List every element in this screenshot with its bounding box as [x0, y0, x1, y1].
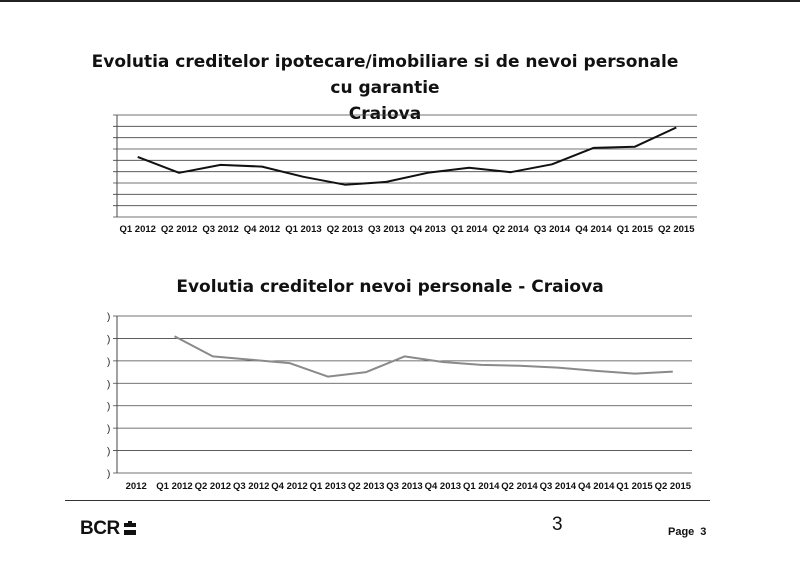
x-tick-label: Q1 2014	[462, 481, 500, 492]
x-tick-label: Q4 2013	[424, 481, 462, 492]
bcr-logo-icon	[123, 521, 137, 537]
x-tick-label: Q2 2012	[194, 481, 232, 492]
x-tick-label: Q2 2013	[326, 224, 364, 235]
x-tick-label: Q1 2015	[616, 224, 654, 235]
y-tick-mark: )	[107, 469, 111, 480]
x-tick-label: Q1 2013	[309, 481, 347, 492]
slide-number: 3	[552, 514, 563, 535]
bcr-logo-text: BCR	[80, 518, 120, 539]
x-tick-label: Q4 2014	[577, 481, 615, 492]
chart-1-title-line-2: Craiova	[348, 104, 422, 124]
x-tick-label: Q3 2013	[386, 481, 423, 492]
x-tick-label: Q1 2012	[119, 224, 156, 235]
x-tick-label: Q4 2013	[409, 224, 446, 235]
y-tick-mark: )	[107, 334, 111, 346]
x-tick-label: Q1 2014	[450, 224, 488, 235]
x-tick-label: Q3 2014	[539, 481, 577, 492]
y-tick-mark: )	[107, 424, 111, 436]
x-tick-label: Q3 2012	[232, 481, 270, 492]
x-tick-label: Q2 2015	[658, 224, 695, 235]
x-tick-label: Q3 2014	[533, 224, 571, 235]
x-tick-label: 2012	[125, 481, 147, 492]
series-line	[175, 336, 673, 376]
y-tick-mark: )	[107, 312, 111, 323]
x-tick-label: Q2 2014	[492, 224, 529, 235]
page-indicator	[668, 526, 706, 538]
page-label: Page	[668, 526, 695, 538]
x-tick-label: Q1 2012	[156, 481, 193, 492]
x-tick-label: Q1 2015	[616, 481, 653, 492]
x-tick-label: Q4 2014	[575, 224, 612, 235]
x-tick-label: Q1 2013	[285, 224, 322, 235]
chart-1-title-line-1: Evolutia creditelor ipotecare/imobiliare si de nevoi personale cu garantie	[91, 52, 679, 98]
y-tick-mark: )	[107, 379, 111, 391]
page-number: 3	[700, 526, 707, 538]
x-tick-label: Q2 2013	[347, 481, 385, 492]
bcr-logo	[80, 518, 137, 540]
y-tick-mark: )	[107, 401, 111, 413]
footer-divider	[65, 500, 710, 501]
x-tick-label: Q2 2012	[160, 224, 198, 235]
x-tick-label: Q4 2012	[271, 481, 308, 492]
y-tick-mark: )	[107, 446, 111, 458]
x-tick-label: Q2 2015	[654, 481, 692, 492]
y-tick-mark: )	[107, 356, 111, 368]
x-tick-label: Q2 2014	[501, 481, 538, 492]
x-tick-label: Q4 2012	[243, 224, 281, 235]
chart-2-title: Evolutia creditelor nevoi personale - Craiova	[176, 277, 604, 297]
x-tick-label: Q3 2013	[368, 224, 405, 235]
x-tick-label: Q3 2012	[202, 224, 239, 235]
